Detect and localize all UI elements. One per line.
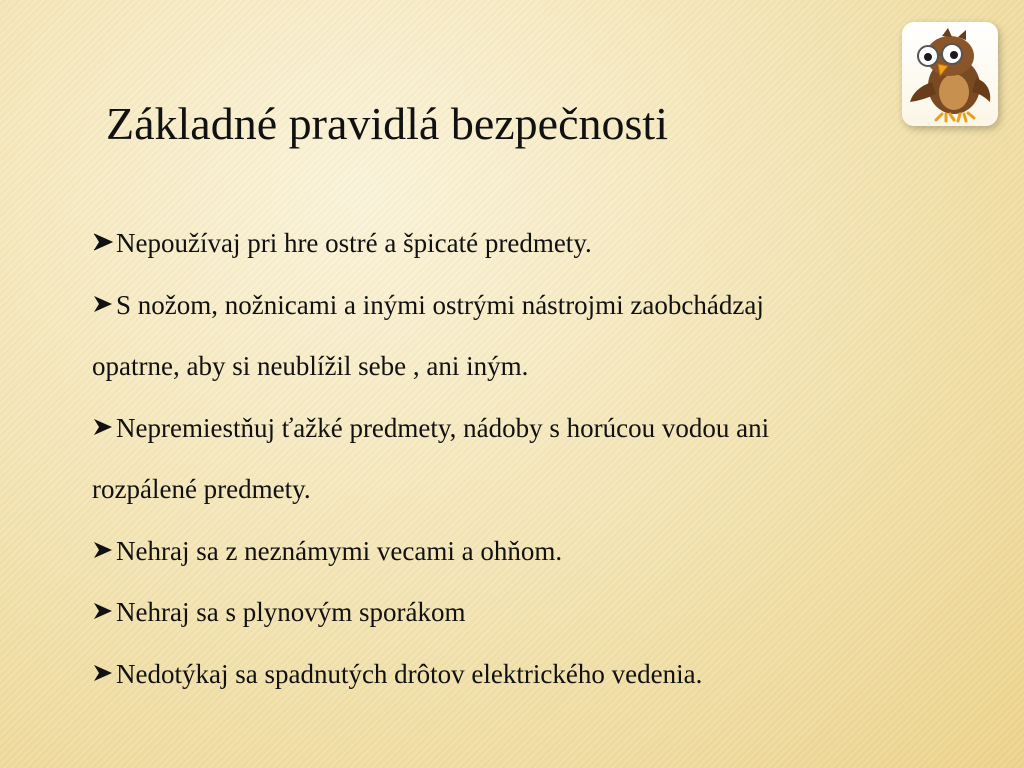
list-item-continuation [92,339,992,401]
list-item [92,647,992,709]
owl-mascot [902,22,998,126]
list-item-text: Nehraj sa s plynovým sporákom [116,597,466,627]
list-item-text: S nožom, nožnicami a inými ostrými nástrojmi zaobchádzaj [116,289,764,320]
list-item-text: opatrne, aby si neublížil sebe , ani iným. [92,351,529,381]
bullet-list [92,216,992,708]
list-item-text: Nepoužívaj pri hre ostré a špicaté predmety. [116,228,592,258]
arrow-bullet-icon [92,663,116,683]
list-item [92,401,992,463]
list-item-text: Nepremiestňuj ťažké predmety, nádoby s horúcou vodou ani [116,412,770,443]
list-item [92,585,992,647]
slide-title: Základné pravidlá bezpečnosti [106,98,668,149]
arrow-bullet-icon [92,294,116,314]
list-item-text: rozpálené predmety. [92,474,311,504]
list-item-continuation [92,462,992,524]
list-item [92,216,992,278]
owl-icon [902,22,998,126]
arrow-bullet-icon [92,540,116,560]
list-item [92,524,992,586]
arrow-bullet-icon [92,601,116,621]
arrow-bullet-icon [92,417,116,437]
list-item-text: Nedotýkaj sa spadnutých drôtov elektrického vedenia. [116,658,703,689]
list-item-text: Nehraj sa z neznámymi vecami a ohňom. [116,535,563,566]
list-item [92,278,992,340]
arrow-bullet-icon [92,232,116,252]
